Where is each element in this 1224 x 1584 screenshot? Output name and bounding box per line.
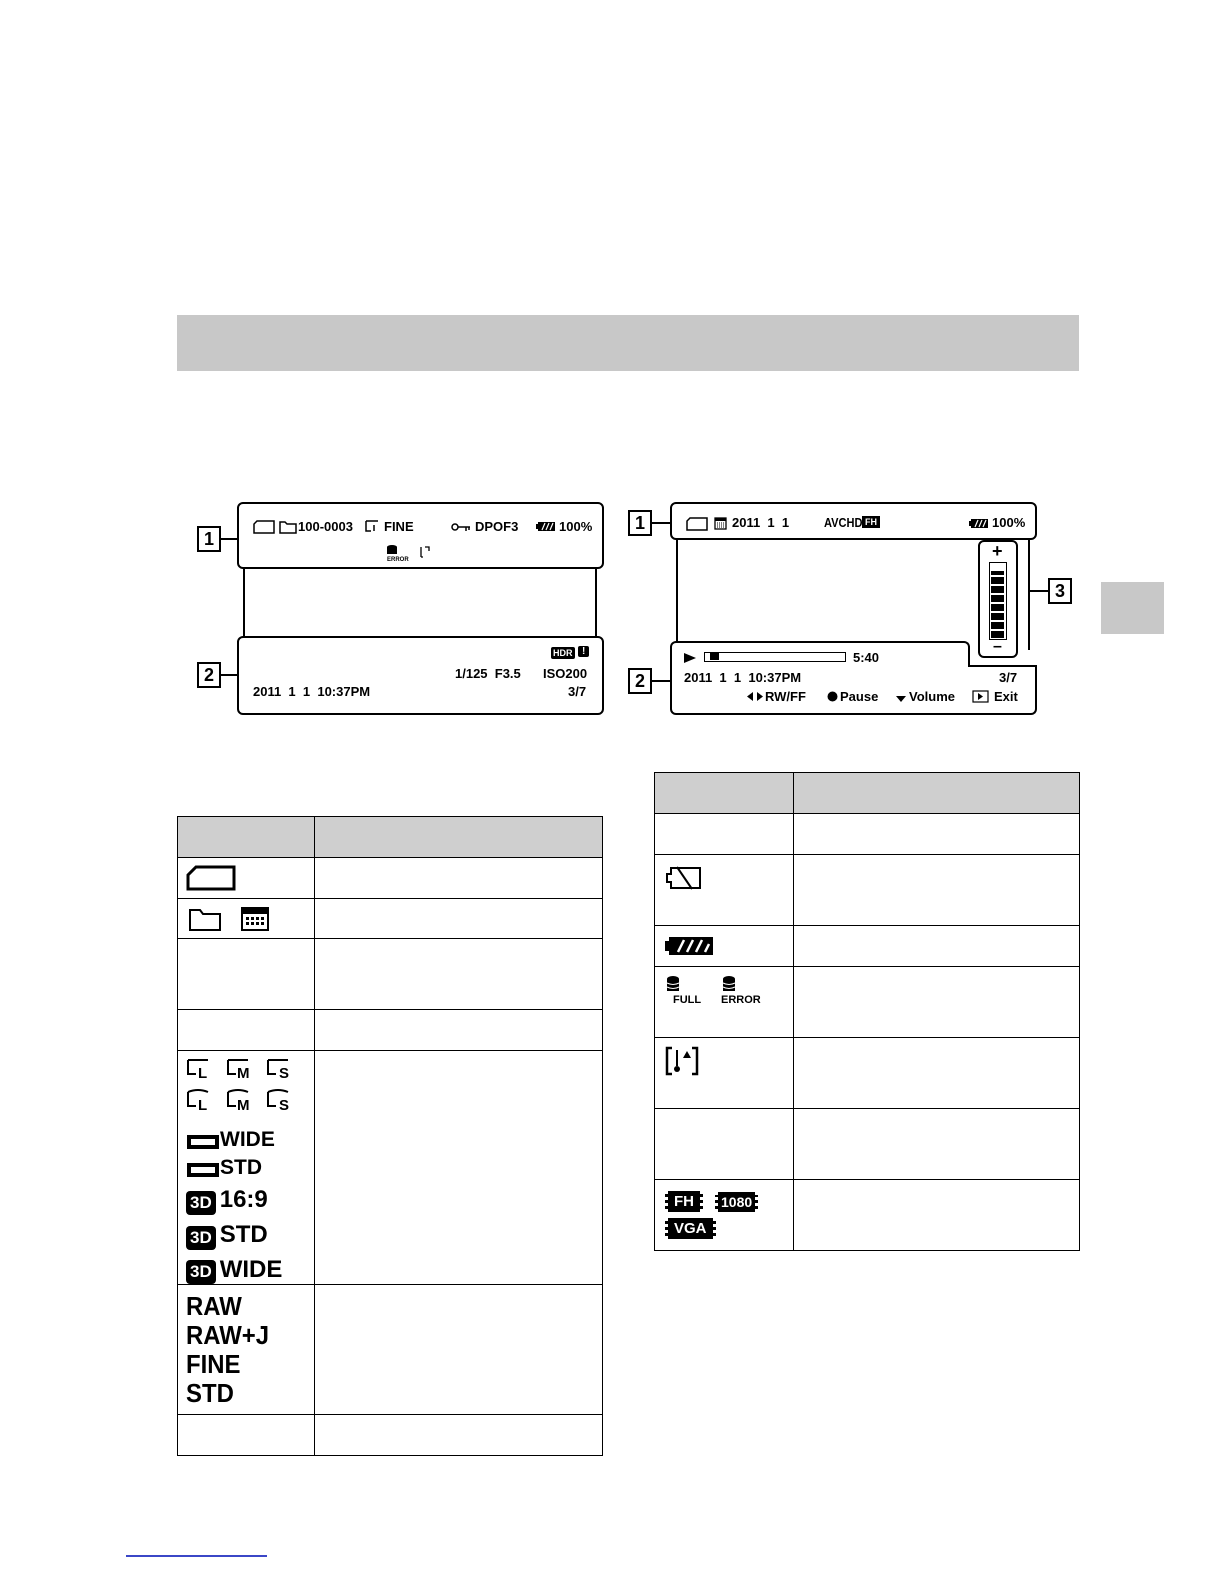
pause-label[interactable]: Pause bbox=[840, 689, 879, 704]
3d-size-label: WIDE bbox=[219, 1255, 283, 1283]
quality-std: STD bbox=[186, 1377, 234, 1408]
svg-text:ERROR: ERROR bbox=[387, 557, 409, 562]
left-right-arrows-icon bbox=[746, 691, 764, 702]
playback-progress-bar[interactable] bbox=[704, 652, 846, 662]
callout-2-left: 2 bbox=[197, 662, 221, 688]
bottom-bar-notch bbox=[968, 665, 1037, 667]
svg-text:L: L bbox=[198, 1065, 208, 1082]
quality-label: FINE bbox=[384, 519, 414, 534]
3d-16-9-size bbox=[186, 1186, 314, 1215]
3d-size-label: 16:9 bbox=[219, 1186, 268, 1213]
side-chapter-tab bbox=[1101, 582, 1164, 634]
svg-text:M: M bbox=[237, 1065, 250, 1082]
quality-fine: FINE bbox=[186, 1348, 241, 1379]
table-row bbox=[178, 1285, 603, 1415]
callout-1-right: 1 bbox=[628, 510, 652, 536]
memory-card-icon bbox=[686, 517, 708, 531]
battery-percent: 100% bbox=[559, 519, 593, 534]
progress-fill bbox=[705, 653, 719, 660]
calendar-icon bbox=[240, 906, 270, 932]
table-row bbox=[655, 855, 1080, 926]
volume-bar-track bbox=[989, 562, 1007, 640]
memory-card-icon bbox=[186, 865, 236, 891]
pano-wide-size bbox=[186, 1128, 314, 1152]
overheat-icon bbox=[665, 1046, 699, 1076]
3d-wide-size bbox=[186, 1256, 314, 1285]
pano-wide-label: WIDE bbox=[220, 1128, 275, 1151]
table-row bbox=[655, 1109, 1080, 1180]
volume-level-fill bbox=[991, 571, 1004, 638]
svg-text:M: M bbox=[237, 1097, 250, 1114]
table-row bbox=[655, 926, 1080, 967]
volume-minus: – bbox=[993, 638, 1002, 655]
panorama-icon bbox=[186, 1133, 220, 1151]
folder-icon bbox=[279, 519, 297, 534]
table-header-cell bbox=[315, 817, 603, 858]
quality-raw: RAW bbox=[186, 1290, 242, 1321]
table-row bbox=[178, 1051, 603, 1285]
no-battery-icon bbox=[665, 865, 703, 891]
table-row bbox=[655, 814, 1080, 855]
image-count: 3/7 bbox=[999, 670, 1018, 685]
volume-meter[interactable] bbox=[978, 540, 1018, 658]
battery-icon bbox=[536, 521, 556, 532]
panorama-icon bbox=[186, 1161, 220, 1179]
database-error-icon bbox=[385, 544, 411, 562]
3d-badge-icon: 3D bbox=[186, 1226, 216, 1250]
table-header-cell bbox=[655, 773, 794, 814]
folder-icon bbox=[188, 906, 222, 932]
table-header-cell bbox=[178, 817, 315, 858]
svg-text:L: L bbox=[198, 1097, 208, 1114]
image-size-icon bbox=[365, 520, 379, 532]
down-arrow-icon bbox=[895, 695, 907, 703]
top-info-bar bbox=[670, 502, 1037, 540]
volume-label[interactable]: Volume bbox=[909, 689, 955, 704]
callout-1-left: 1 bbox=[197, 526, 221, 552]
1080-badge-icon: 1080 bbox=[715, 1192, 758, 1212]
3d-badge-icon: 3D bbox=[186, 1260, 216, 1284]
volume-plus: + bbox=[992, 541, 1003, 561]
battery-icon bbox=[969, 518, 989, 529]
hdr-badge: HDR bbox=[553, 648, 573, 658]
3d-std-size bbox=[186, 1221, 314, 1250]
exposure-readout: 1/125 F3.5 bbox=[455, 666, 521, 681]
warning-badge: ! bbox=[578, 646, 589, 657]
play-icon[interactable] bbox=[683, 652, 697, 664]
exit-label[interactable]: Exit bbox=[994, 689, 1018, 704]
svg-text:FULL: FULL bbox=[673, 994, 702, 1005]
battery-percent: 100% bbox=[992, 515, 1026, 530]
callout-connector bbox=[652, 522, 670, 524]
callout-connector bbox=[652, 680, 670, 682]
table-row bbox=[178, 939, 603, 1010]
table-header-cell bbox=[794, 773, 1080, 814]
movie-format: AVCHD bbox=[824, 515, 863, 530]
battery-icon bbox=[665, 935, 715, 957]
table-row bbox=[178, 858, 603, 899]
image-size-icons bbox=[186, 1057, 298, 1117]
svg-text:ERROR: ERROR bbox=[721, 994, 762, 1005]
playback-time: 5:40 bbox=[853, 650, 880, 665]
iso-readout: ISO200 bbox=[543, 666, 588, 681]
screen-body bbox=[676, 530, 1030, 650]
rwff-label[interactable]: RW/FF bbox=[765, 689, 806, 704]
vga-badge-icon: VGA bbox=[665, 1218, 716, 1239]
svg-text:S: S bbox=[279, 1065, 290, 1082]
dpof-label: DPOF3 bbox=[475, 519, 519, 534]
3d-badge-icon: 3D bbox=[186, 1191, 216, 1215]
format-badge: FH bbox=[862, 516, 880, 528]
database-error-icon bbox=[719, 975, 769, 1005]
callout-2-right: 2 bbox=[628, 668, 652, 694]
pano-std-size bbox=[186, 1156, 314, 1180]
protect-key-icon bbox=[451, 522, 471, 532]
file-number: 100-0003 bbox=[298, 519, 353, 534]
section-header-bar bbox=[177, 315, 1079, 371]
exit-button-icon bbox=[972, 690, 989, 703]
table-row bbox=[655, 1038, 1080, 1109]
image-count: 3/7 bbox=[568, 684, 587, 699]
table-row bbox=[655, 967, 1080, 1038]
pano-std-label: STD bbox=[220, 1156, 262, 1179]
right-icon-table bbox=[654, 772, 1080, 1251]
movie-date: 2011 1 1 bbox=[732, 515, 790, 530]
recording-datetime: 2011 1 1 10:37PM bbox=[684, 670, 802, 685]
memory-card-icon bbox=[253, 520, 275, 534]
pause-dot-icon bbox=[827, 691, 838, 702]
table-row bbox=[178, 899, 603, 939]
table-row bbox=[655, 1180, 1080, 1251]
footer-link-underline[interactable] bbox=[126, 1555, 267, 1557]
recording-datetime: 2011 1 1 10:37PM bbox=[253, 684, 371, 699]
progress-knob bbox=[710, 653, 719, 660]
overheat-small-icon bbox=[419, 546, 431, 558]
callout-3-right: 3 bbox=[1048, 578, 1072, 604]
left-icon-table bbox=[177, 816, 603, 1456]
calendar-icon bbox=[714, 517, 727, 530]
top-info-bar bbox=[237, 502, 604, 569]
quality-raw-j: RAW+J bbox=[186, 1319, 270, 1350]
table-row bbox=[178, 1415, 603, 1456]
fh-badge-icon: FH bbox=[665, 1191, 703, 1212]
3d-size-label: STD bbox=[219, 1220, 268, 1248]
database-full-icon bbox=[665, 975, 711, 1005]
svg-text:S: S bbox=[279, 1097, 290, 1114]
bottom-info-bar bbox=[237, 636, 604, 715]
table-row bbox=[178, 1010, 603, 1051]
